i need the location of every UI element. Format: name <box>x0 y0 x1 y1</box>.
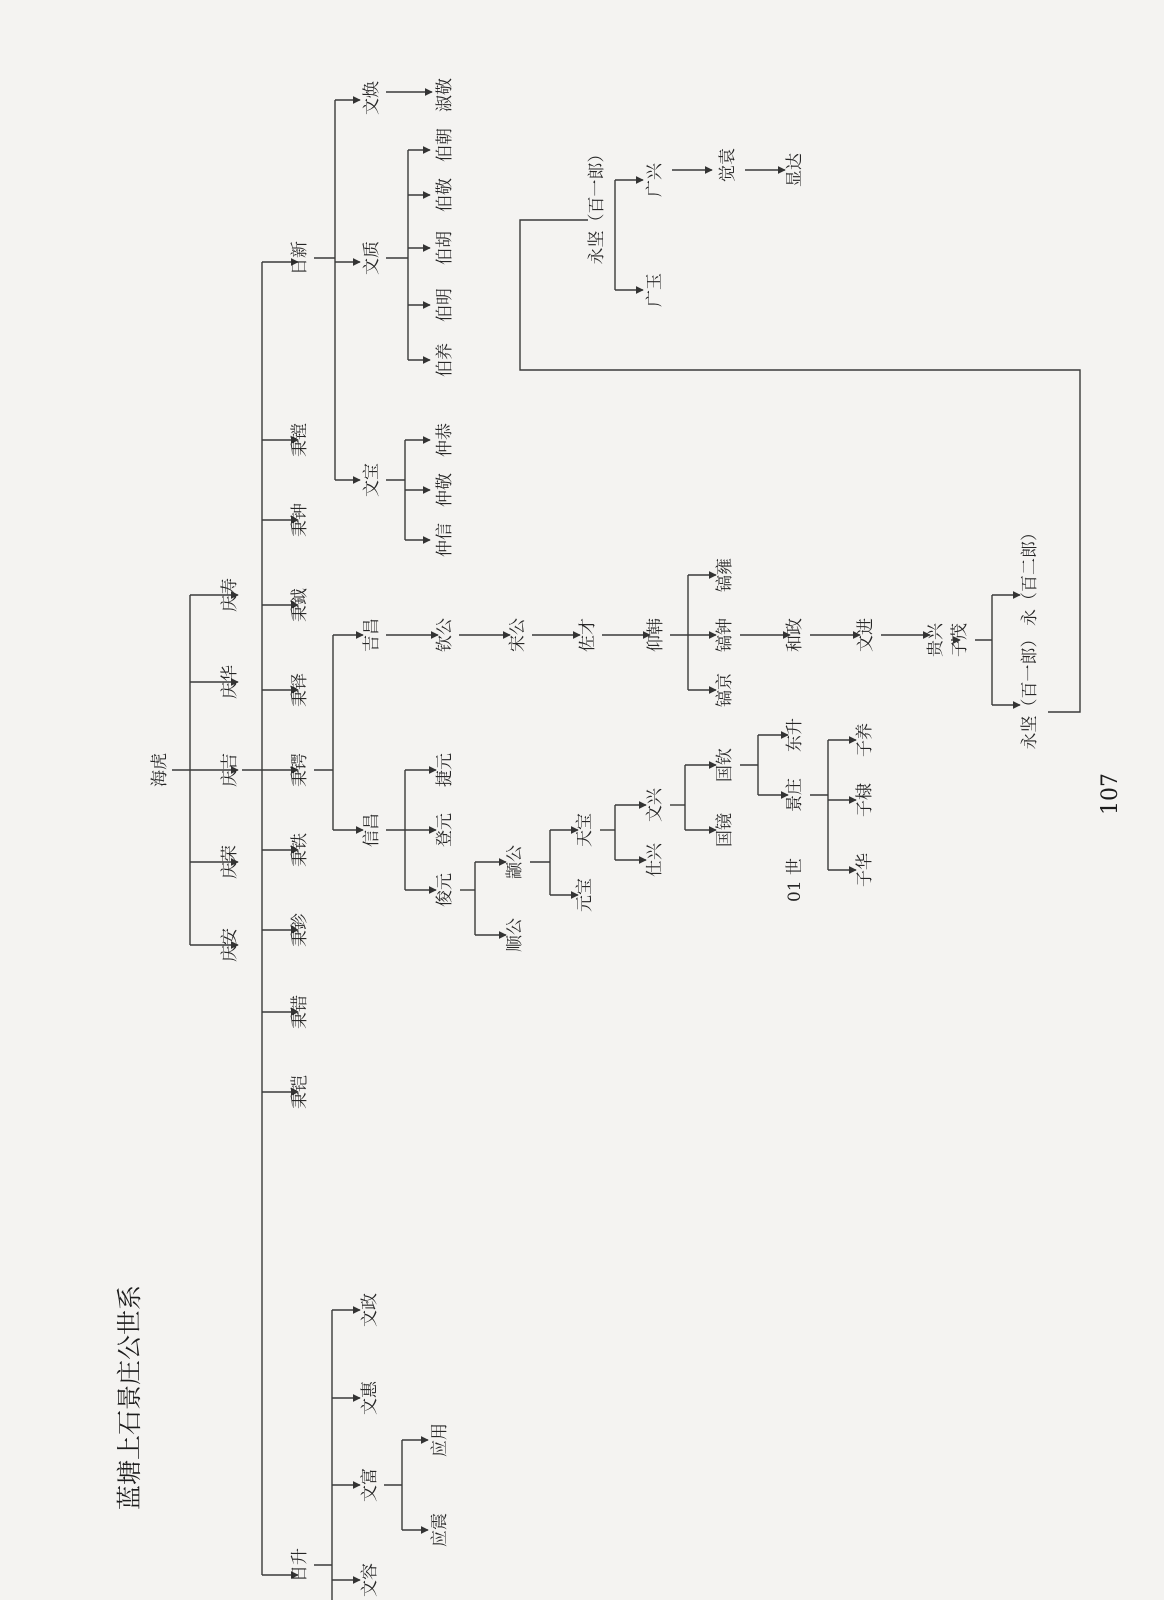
person-junyuan: 俊元 <box>435 873 455 907</box>
person-bingtie: 秉铁 <box>290 833 310 867</box>
person-wenzheng: 文政 <box>360 1293 380 1327</box>
person-xinchang: 信昌 <box>362 813 382 847</box>
person-labels <box>150 78 1040 1600</box>
person-bingtang: 秉镗 <box>290 423 310 457</box>
person-wenbao: 文宝 <box>362 463 382 497</box>
person-zhonggong: 仲恭 <box>435 423 455 457</box>
person-qingshou: 庆寿 <box>220 578 240 612</box>
person-yongjian_a: 永坚（百一郎） <box>1020 630 1040 750</box>
person-binge: 秉锷 <box>290 753 310 787</box>
person-qingong: 钦公 <box>435 618 455 652</box>
person-boming: 伯明 <box>435 288 455 322</box>
person-zihua: 子华 <box>855 853 875 887</box>
person-bingyue: 秉鉞 <box>290 588 310 622</box>
person-zhongxin: 仲信 <box>435 523 455 557</box>
person-bohu: 伯胡 <box>435 231 455 265</box>
person-qingji: 庆吉 <box>220 753 240 787</box>
person-rixin: 日新 <box>290 241 310 275</box>
person-guangyu: 广玉 <box>645 273 665 307</box>
person-bochao: 伯朝 <box>435 128 455 162</box>
person-jingzhuang: 景庄 <box>785 778 805 812</box>
person-zili: 子棣 <box>855 783 875 817</box>
person-wenhui: 文惠 <box>360 1381 380 1415</box>
person-bingduo: 秉铎 <box>290 673 310 707</box>
person-wenxing: 文兴 <box>645 788 665 822</box>
person-guoqin: 国钦 <box>715 748 735 782</box>
person-tianbao: 天宝 <box>575 813 595 847</box>
person-jieyuan: 捷元 <box>435 753 455 787</box>
person-bingzhen: 秉鉁 <box>290 913 310 947</box>
person-bingzhong: 秉钟 <box>290 503 310 537</box>
person-xianda: 显达 <box>785 153 805 187</box>
person-gaozhong: 镐钟 <box>715 618 735 652</box>
person-yingzhen: 应震 <box>430 1513 450 1547</box>
person-qinghua: 庆华 <box>220 665 240 699</box>
person-yongjian_b: 永（百二郎） <box>1020 524 1040 626</box>
person-zhongjing: 仲敬 <box>435 473 455 507</box>
person-yangshao: 仰韩 <box>646 618 666 652</box>
diagram-title: 蓝塘上石景庄公世系 <box>115 1284 144 1510</box>
person-gaojing: 镐京 <box>715 673 735 707</box>
person-yongjian_c: 永坚（百一郎） <box>587 145 607 265</box>
person-guangxing: 广兴 <box>645 163 665 197</box>
person-bingcuo: 秉错 <box>290 995 310 1029</box>
person-yingyong: 应用 <box>430 1423 450 1457</box>
person-jueyuan: 觉袁 <box>718 148 738 182</box>
person-dongsheng: 东升 <box>785 718 805 752</box>
person-yigong: 颛公 <box>505 845 525 879</box>
person-zimao: 子茂 <box>950 623 970 657</box>
person-zisheng: 子养 <box>855 723 875 757</box>
person-bingkai: 秉铠 <box>290 1075 310 1109</box>
person-shungong: 顺公 <box>505 918 525 952</box>
person-wenjin: 文进 <box>856 618 876 652</box>
person-haihu: 海虎 <box>150 753 170 787</box>
person-wenhuan: 文焕 <box>362 81 382 115</box>
person-guojing: 国镜 <box>715 813 735 847</box>
person-jichang: 吉昌 <box>362 618 382 652</box>
person-hezheng: 和政 <box>785 618 805 652</box>
page-number: 107 <box>1098 773 1123 815</box>
person-qingan: 庆安 <box>220 928 240 962</box>
person-wenfu: 文富 <box>360 1468 380 1502</box>
person-boyang: 伯养 <box>435 343 455 377</box>
person-qingrong: 庆荣 <box>220 845 240 879</box>
person-gaoyong: 镐雍 <box>715 558 735 592</box>
person-dengyuan: 登元 <box>435 813 455 847</box>
person-shujing: 淑敬 <box>435 78 455 112</box>
person-shi01: 01 世 <box>785 857 805 903</box>
person-risheng: 日升 <box>290 1548 310 1582</box>
person-shixing: 仕兴 <box>645 843 665 877</box>
person-wenrong: 文容 <box>360 1563 380 1597</box>
person-wenzhi: 文质 <box>362 241 382 275</box>
person-bojing: 伯敬 <box>435 178 455 212</box>
person-yuanbao: 元宝 <box>575 878 595 912</box>
person-guixing: 贵兴 <box>926 623 946 657</box>
person-zuocai: 佐才 <box>578 618 598 652</box>
person-songgong: 宋公 <box>508 618 528 652</box>
